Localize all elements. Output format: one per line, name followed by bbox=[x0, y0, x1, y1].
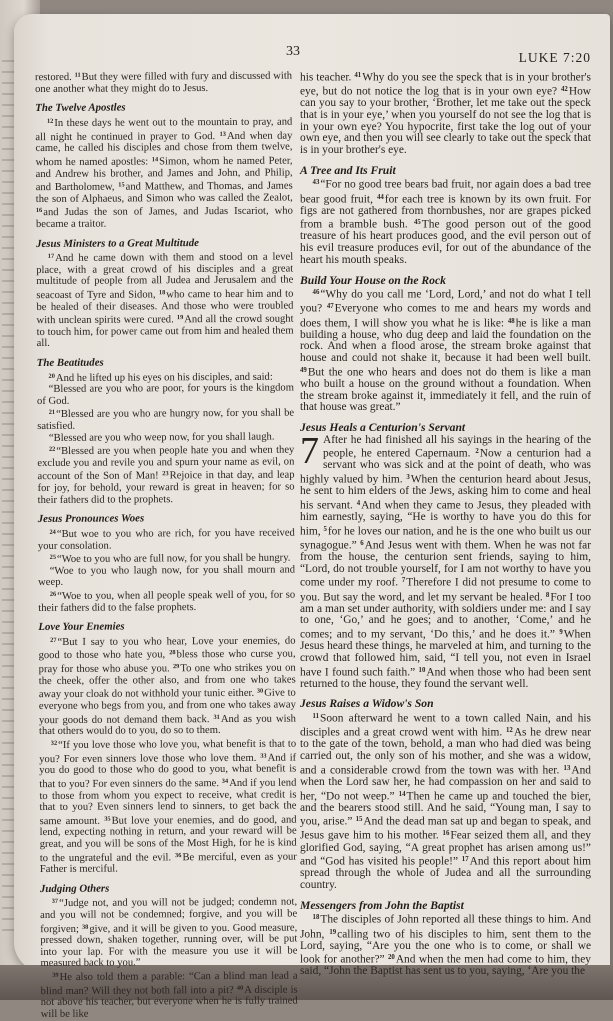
verse-text: And all the crowd sought to touch him, for power came out from him and healed them all. bbox=[36, 313, 294, 350]
verse-text: Rejoice in that day, and leap for joy, for behold, your reward is great in heaven; for so their fathers did to the prophets. bbox=[37, 470, 295, 506]
verse-text: But the one who hears and does not do them is like a man who built a house on the ground without a foundation. When the stream broke against it, immediately it fell, and the ruin of that house was great.” bbox=[300, 366, 591, 414]
verse-number: 11 bbox=[74, 71, 81, 79]
verse-number: 26 bbox=[49, 590, 57, 598]
section-heading: A Tree and Its Fruit bbox=[300, 163, 396, 177]
verse-number: 28 bbox=[169, 649, 176, 657]
verse-text: “Blessed are you who weep now, for you shall laugh. bbox=[48, 431, 275, 444]
verse-text: restored. bbox=[35, 71, 75, 84]
verse-text: The good person out of the good treasure of his heart produces good, and the evil person out of his evil treasure produces evil, for out of the abundance of the heart his mouth speaks. bbox=[300, 218, 592, 266]
section-heading: Jesus Ministers to a Great Multitude bbox=[36, 236, 199, 250]
verse-text: “For no good tree bears bad fruit, nor again does a bad tree bear good fruit, bbox=[300, 178, 591, 205]
verse-number: 20 bbox=[388, 954, 395, 962]
verse-text: “But woe to you who are rich, for you have received your consolation. bbox=[37, 527, 295, 552]
verse-text: After he had finished all his sayings in the hearing of the people, he entered Capernaum. bbox=[323, 433, 591, 460]
verse-text: “Woe to you who are full now, for you shall be hungry. bbox=[56, 552, 291, 566]
verse-number: 44 bbox=[376, 193, 384, 201]
verse-text: And he came down with them and stood on a level place, with a great crowd of his disciples and a great multitude of people from all Judea and Jerusalem and the seacoast of Tyre and Sidon, bbox=[36, 251, 294, 302]
verse-number: 10 bbox=[418, 666, 426, 674]
verse-number: 45 bbox=[413, 219, 421, 227]
verse-text: and Matthew, and Thomas, and James the son of Alphaeus, and Simon who was called the Zealot, bbox=[35, 180, 293, 205]
verse-number: 5 bbox=[323, 525, 327, 533]
verse-number: 37 bbox=[51, 898, 59, 906]
verse-number: 33 bbox=[260, 752, 267, 760]
verse-text: He also told them a parable: “Can a blind man lead a blind man? Will they not both fall into a pit? bbox=[40, 970, 298, 997]
verse-paragraph bbox=[40, 968, 297, 1020]
verse-paragraph bbox=[38, 633, 296, 738]
verse-text: “Blessed are you when people hate you and when they exclude you and revile you and spurn your name as evil, on account of the Son of Man! bbox=[37, 444, 295, 483]
verse-text: The disciples of John reported all these things to him. And John, bbox=[300, 913, 591, 940]
section-heading: Love Your Enemies bbox=[38, 620, 125, 634]
verse-text: And when day came, he called his disciples and chose from them twelve, whom he named apostles: bbox=[35, 130, 293, 168]
verse-text: When the centurion heard about Jesus, he sent to him elders of the Jews, asking him to come and heal his servant. bbox=[300, 473, 591, 512]
section-heading: Jesus Heals a Centurion's Servant bbox=[300, 420, 466, 434]
verse-text: calling two of his disciples to him, sent them to the Lord, saying, “Are you the one who is to come, or shall we look for another?” bbox=[300, 927, 591, 966]
verse-paragraph bbox=[37, 443, 294, 507]
verse-paragraph bbox=[35, 114, 293, 230]
verse-text: As he drew near to the gate of the town, behold, a man who had died was being carried out, the only son of his mother, and she was a widow, and a considerable crowd from the town was with her. bbox=[300, 726, 591, 777]
verse-number: 20 bbox=[48, 372, 55, 380]
verse-number: 32 bbox=[50, 739, 58, 747]
verse-text: and Judas the son of James, and Judas Iscariot, who became a traitor. bbox=[35, 205, 293, 231]
verse-number: 13 bbox=[219, 130, 226, 138]
verse-text: And Jesus went with them. When he was not far from the house, the centurion sent friends, saying to him, “Lord, do not trouble yourself, for I am not worthy to have you come under my roof. bbox=[300, 539, 592, 589]
verse-text: “Blessed are you who are hungry now, for you shall be satisfied. bbox=[37, 407, 295, 433]
verse-text: And the dead man sat up and began to speak, and Jesus gave him to his mother. bbox=[300, 815, 591, 842]
verse-number: 17 bbox=[461, 856, 469, 864]
verse-text: his teacher. bbox=[300, 71, 355, 84]
verse-number: 22 bbox=[48, 446, 56, 454]
verse-paragraph bbox=[300, 177, 591, 266]
verse-number: 16 bbox=[35, 207, 43, 215]
verse-number: 30 bbox=[256, 688, 264, 696]
verse-text: for each tree is known by its own fruit. For figs are not gathered from thornbushes, nor are grapes picked from a bramble bush. bbox=[300, 192, 591, 231]
verse-number: 12 bbox=[46, 117, 54, 125]
verse-number: 15 bbox=[118, 181, 125, 189]
verse-number: 40 bbox=[236, 984, 244, 992]
verse-text: “But I say to you who hear, Love your enemies, do good to those who hate you, bbox=[38, 635, 296, 662]
verse-number: 17 bbox=[47, 253, 55, 261]
verse-text: And when the Lord saw her, he had compassion on her and said to her, “Do not weep.” bbox=[300, 764, 591, 802]
verse-text: Be merciful, even as your Father is merciful. bbox=[39, 851, 297, 876]
verse-text: And if you do good to those who do good to you, what benefit is that to you? For even sinners do the same. bbox=[39, 752, 297, 791]
verse-number: 8 bbox=[545, 591, 550, 599]
verse-number: 48 bbox=[507, 317, 515, 325]
page-number: 33 bbox=[286, 44, 300, 59]
right-column bbox=[300, 70, 591, 978]
verse-number: 25 bbox=[49, 553, 57, 562]
verse-text: And this report about him spread through the whole of Judea and all the surrounding country. bbox=[300, 855, 591, 892]
verse-text: To one who strikes you on the cheek, offer the other also, and from one who takes away your cloak do not withhold your tunic either. bbox=[38, 662, 296, 701]
verse-number: 19 bbox=[176, 314, 184, 322]
verse-text: Give to everyone who begs from you, and from one who takes away your goods do not demand them back. bbox=[38, 688, 296, 726]
verse-number: 46 bbox=[312, 289, 320, 297]
verse-number: 49 bbox=[300, 366, 307, 374]
verse-number: 41 bbox=[354, 72, 362, 79]
verse-text: give, and it will be given to you. Good measure, pressed down, shaken together, running over, will be put into your lap. For with the measure you use it will be measured back to you.” bbox=[40, 922, 298, 970]
verse-paragraph bbox=[300, 912, 591, 978]
verse-paragraph bbox=[39, 736, 297, 875]
verse-paragraph bbox=[37, 383, 294, 408]
verse-number: 31 bbox=[213, 713, 220, 721]
verse-number: 21 bbox=[48, 409, 56, 417]
verse-text: And if you lend to those from whom you expect to receive, what credit is that to you? Even sinners lend to sinners, to get back the same amount. bbox=[39, 777, 297, 827]
verse-text: “Blessed are you who are poor, for yours is the kingdom of God. bbox=[36, 382, 294, 407]
verse-text: for he loves our nation, and he is the one who built us our synagogue.” bbox=[300, 525, 591, 552]
verse-number: 4 bbox=[356, 499, 361, 507]
verse-text: But they were filled with fury and discussed with one another what they might do to Jesus. bbox=[35, 70, 293, 95]
verse-number: 12 bbox=[505, 727, 513, 735]
section-heading: Jesus Raises a Widow's Son bbox=[300, 697, 434, 711]
verse-paragraph bbox=[38, 525, 295, 552]
verse-paragraph bbox=[40, 895, 297, 970]
verse-number: 6 bbox=[360, 539, 364, 547]
verse-text: Soon afterward he went to a town called Nain, and his disciples and a great crowd went with him. bbox=[300, 712, 591, 739]
verse-text: who came to hear him and to be healed of their diseases. And those who were troubled with unclean spirits were cured. bbox=[36, 288, 294, 327]
verse-text: When Jesus heard these things, he marveled at him, and turning to the crowd that followed him, said, “I tell you, not even in Israel have I found such faith.” bbox=[300, 628, 591, 678]
verse-number: 14 bbox=[151, 156, 159, 164]
running-head: LUKE 7:20 bbox=[518, 50, 591, 65]
verse-text: How can you say to your brother, ‘Brother, let me take out the speck that is in your eye,’ when you yourself do not see the log that is in your own eye? You hypocrite, first take the log out of your own eye, and then you will see clearly to take out the speck that is in your brother's eye. bbox=[300, 85, 592, 157]
verse-number: 15 bbox=[355, 816, 363, 824]
verse-text: And when they came to Jesus, they pleaded with him earnestly, saying, “He is worthy to have you do this for him, bbox=[300, 499, 591, 538]
verse-number: 29 bbox=[172, 663, 180, 671]
verse-paragraph bbox=[300, 287, 591, 414]
verse-number: 39 bbox=[52, 971, 59, 979]
verse-text: Fear seized them all, and they glorified God, saying, “A great prophet has arisen among us!” and “God has visited his people!” bbox=[300, 829, 591, 868]
verse-number: 7 bbox=[401, 577, 406, 585]
verse-text: “Judge not, and you will not be judged; condemn not, and you will not be condemned; forgive, and you will be forgiven; bbox=[40, 896, 298, 935]
verse-number: 42 bbox=[561, 86, 568, 94]
verse-text: Simon, whom he named Peter, and Andrew his brother, and James and John, and Philip, and Bartholomew, bbox=[35, 155, 293, 194]
verse-text: Everyone who comes to me and hears my words and does them, I will show you what he is like: bbox=[300, 302, 591, 329]
verse-paragraph bbox=[38, 587, 295, 614]
verse-text: “Woe to you, when all people speak well of you, for so their fathers did to the false prophets. bbox=[38, 589, 296, 614]
verse-number: 2 bbox=[475, 448, 479, 456]
left-column bbox=[35, 68, 298, 1020]
verse-text: And when those who had been sent returned to the house, they found the servant well. bbox=[300, 665, 591, 690]
verse-text: “If you love those who love you, what benefit is that to you? For even sinners love those who love them. bbox=[39, 738, 297, 765]
verse-text: Now a centurion had a servant who was sick and at the point of death, who was highly valued by him. bbox=[300, 447, 591, 486]
verse-number: 36 bbox=[175, 851, 182, 859]
verse-number: 16 bbox=[442, 830, 450, 838]
verse-text: Therefore I did not presume to come to you. But say the word, and let my servant be healed. bbox=[300, 576, 591, 603]
verse-number: 14 bbox=[398, 790, 406, 798]
verse-paragraph bbox=[300, 70, 591, 157]
verse-number: 35 bbox=[104, 815, 111, 823]
verse-paragraph bbox=[37, 406, 294, 433]
section-heading: Messengers from John the Baptist bbox=[300, 898, 464, 912]
section-heading: Jesus Pronounces Woes bbox=[37, 512, 145, 526]
verse-text: A disciple is not above his teacher, but everyone when he is fully trained will be like bbox=[40, 984, 298, 1020]
verse-number: 24 bbox=[49, 528, 56, 536]
verse-number: 38 bbox=[81, 923, 89, 931]
verse-paragraph bbox=[300, 429, 592, 691]
verse-text: Then he came up and touched the bier, and the bearers stood still. And he said, “Young man, I say to you, arise.” bbox=[300, 789, 592, 828]
verse-text: “Why do you call me ‘Lord, Lord,’ and not do what I tell you? bbox=[300, 288, 591, 315]
verse-number: 18 bbox=[312, 914, 320, 922]
verse-text: For I too am a man set under authority, with soldiers under me: and I say to one, ‘Go,’ and he goes; and to another, ‘Come,’ and he comes; and to my servant, ‘Do this,’ and he does it.” bbox=[300, 590, 591, 641]
verse-number: 13 bbox=[563, 764, 571, 772]
verse-number: 47 bbox=[326, 303, 334, 311]
verse-paragraph bbox=[300, 711, 591, 892]
verse-number: 19 bbox=[329, 928, 337, 936]
section-heading: The Twelve Apostles bbox=[35, 101, 126, 115]
verse-number: 27 bbox=[50, 636, 57, 644]
verse-number: 11 bbox=[312, 713, 319, 721]
section-heading: Build Your House on the Rock bbox=[300, 273, 446, 287]
verse-text: “Woe to you who laugh now, for you shall mourn and weep. bbox=[38, 564, 296, 589]
verse-text: And he lifted up his eyes on his disciples, and said: bbox=[55, 371, 273, 384]
verse-text: In these days he went out to the mountain to pray, and all night he continued in prayer to God. bbox=[35, 116, 293, 143]
section-heading: Judging Others bbox=[39, 882, 110, 895]
verse-text: bless those who curse you, pray for those who abuse you. bbox=[38, 649, 296, 676]
verse-number: 9 bbox=[559, 629, 563, 637]
verse-number: 34 bbox=[221, 777, 229, 785]
chapter-number: 7 bbox=[300, 429, 319, 472]
verse-text: But love your enemies, and do good, and lend, expecting nothing in return, and your reward will be great, and you will be sons of the Most High, for he is kind to the ungrateful and the evil. bbox=[39, 814, 297, 864]
verse-paragraph bbox=[35, 68, 292, 95]
verse-number: 3 bbox=[406, 474, 410, 482]
verse-text: And as you wish that others would do to you, do so to them. bbox=[39, 713, 297, 738]
section-heading: The Beatitudes bbox=[36, 356, 104, 370]
verse-number: 18 bbox=[158, 289, 166, 297]
verse-text: Why do you see the speck that is in your brother's eye, but do not notice the log that is in your own eye? bbox=[300, 71, 591, 98]
verse-number: 43 bbox=[312, 179, 320, 187]
verse-number: 23 bbox=[162, 470, 169, 478]
verse-text: he is like a man building a house, who dug deep and laid the foundation on the rock. And when a flood arose, the stream broke against that house and could not shake it, because it had been well built. bbox=[300, 316, 591, 365]
verse-paragraph bbox=[36, 250, 294, 350]
verse-paragraph bbox=[38, 564, 295, 589]
verse-text: And when the men had come to him, they said, “John the Baptist has sent us to you, saying, ‘Are you the bbox=[300, 953, 591, 978]
